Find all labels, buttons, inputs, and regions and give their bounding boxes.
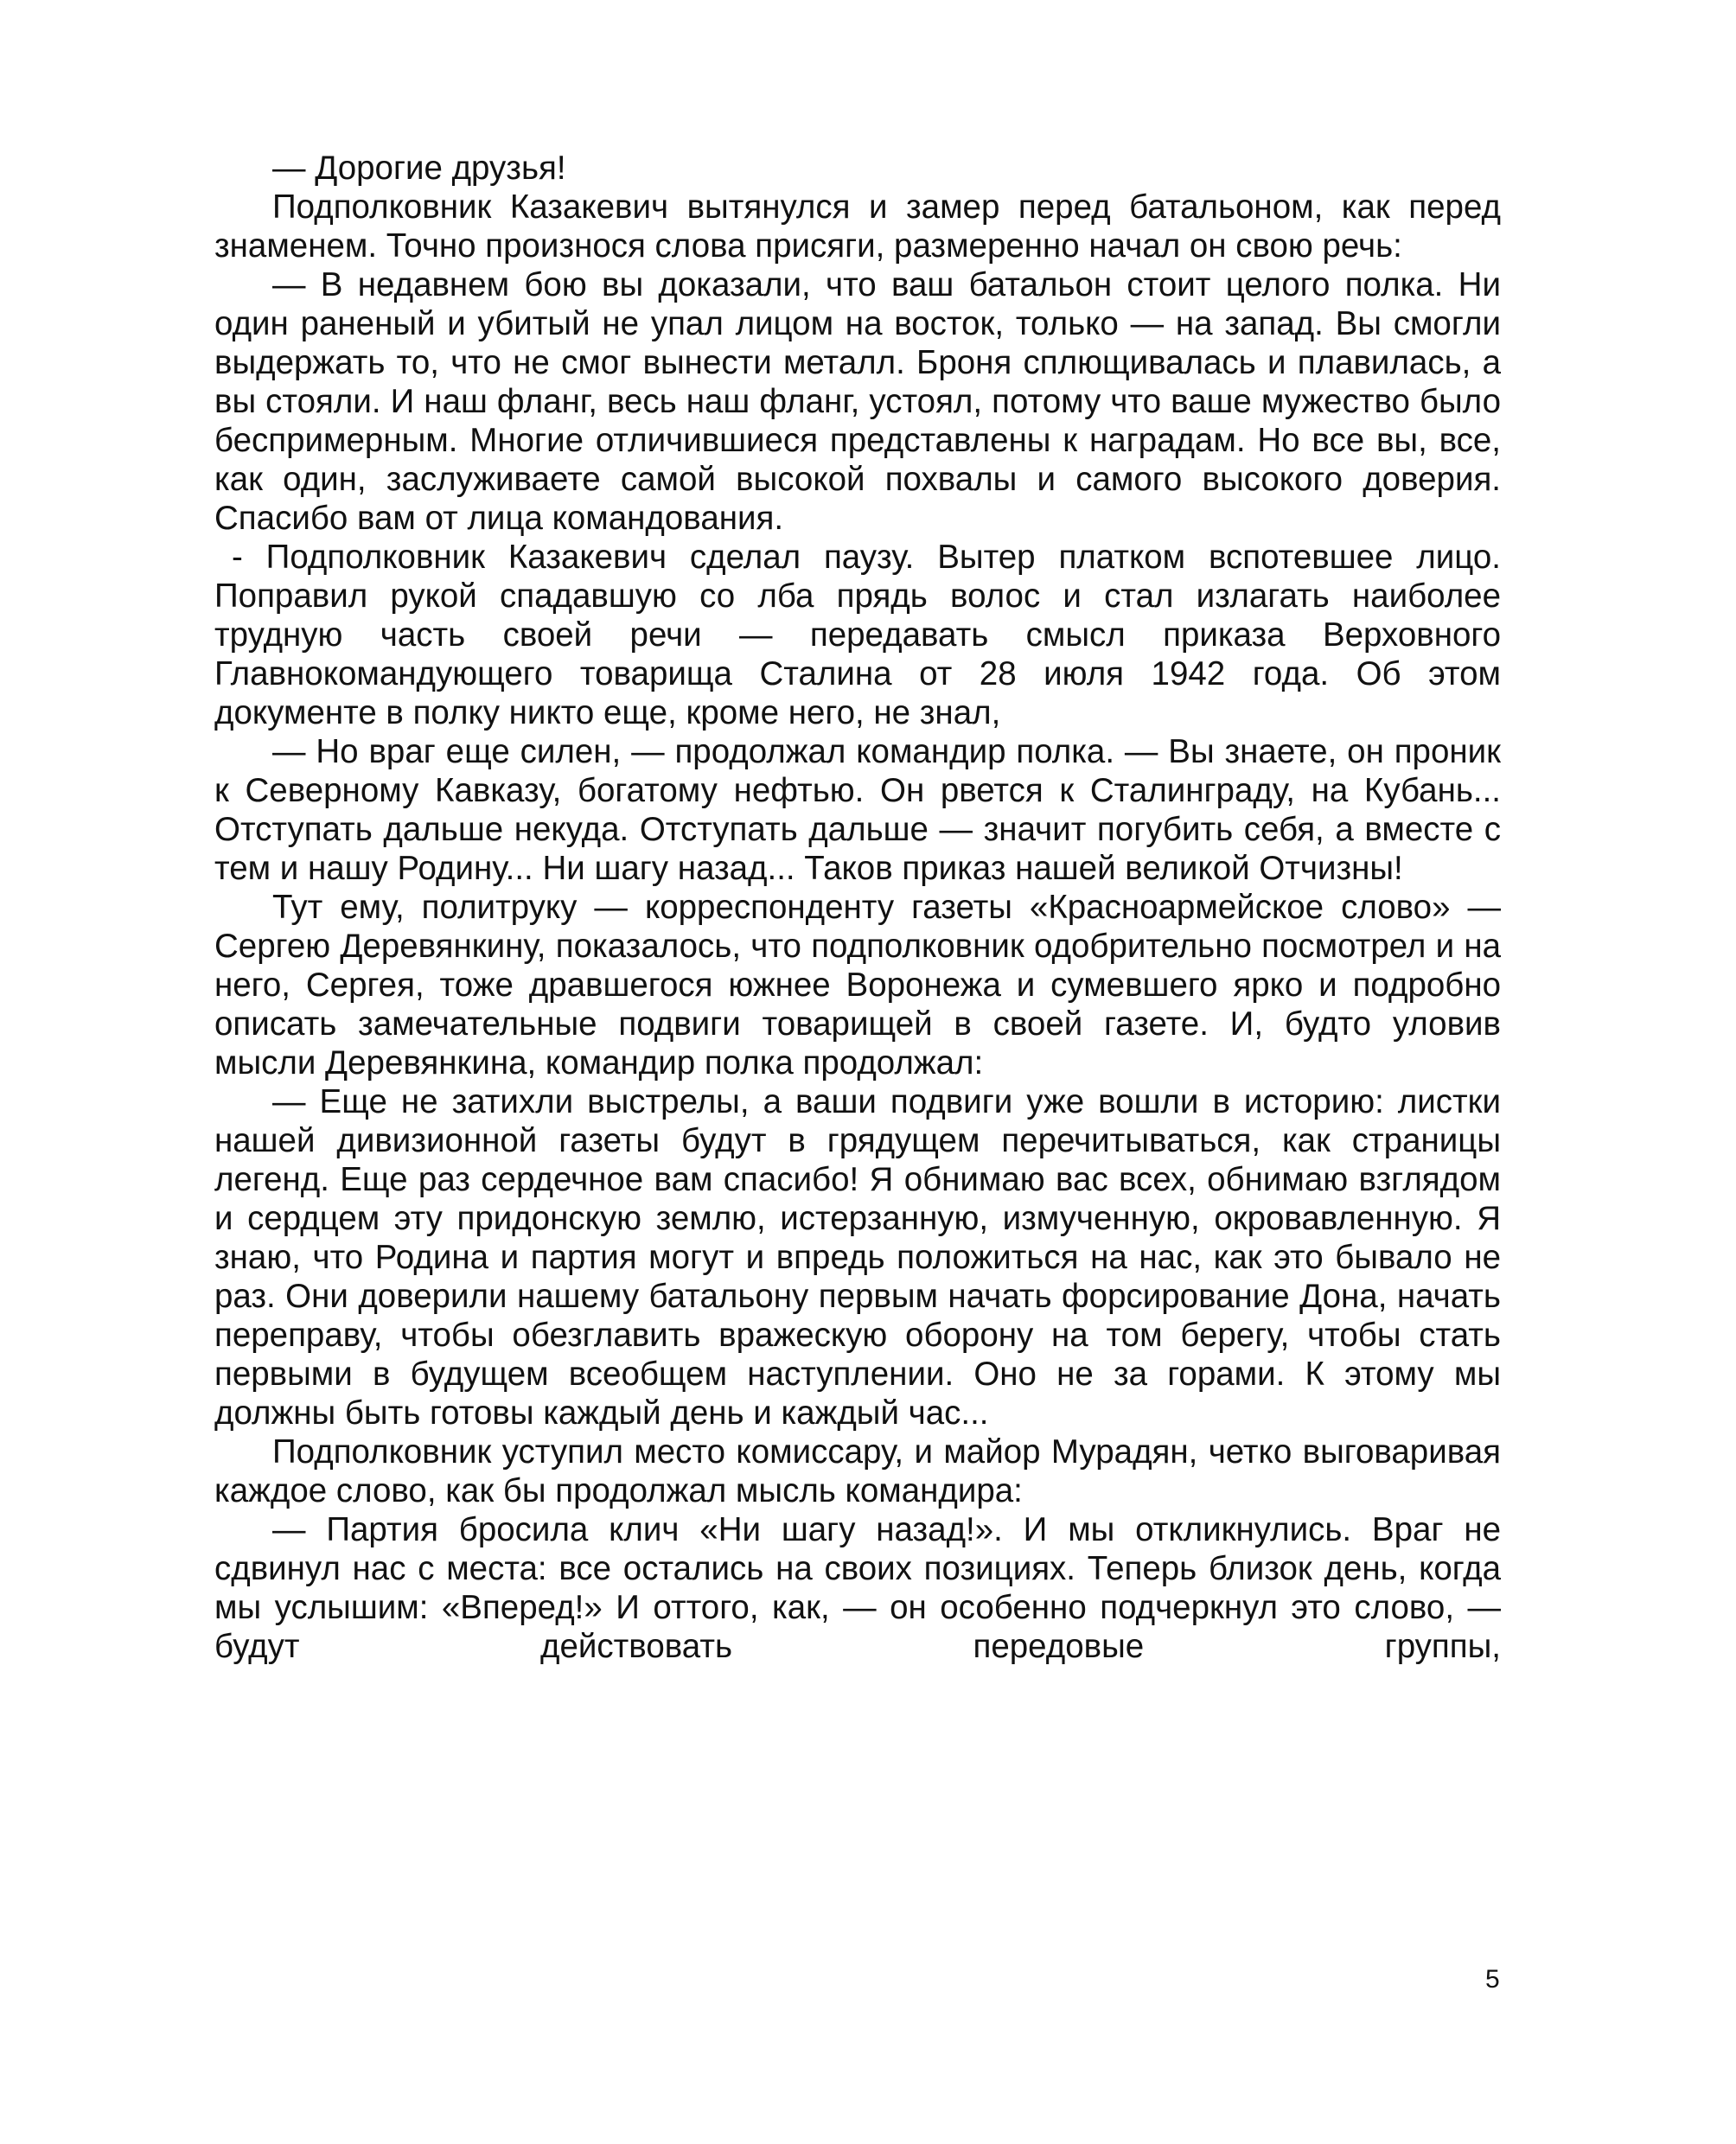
paragraph-narration-speech-start: Подполковник Казакевич вытянулся и замер перед батальоном, как перед знаменем. Точно произнося слова присяги, размеренно начал он свою речь:: [214, 188, 1501, 265]
paragraph-commander-speech-2: — Но враг еще силен, — продолжал командир полка. — Вы знаете, он проник к Северному Кавказу, богатому нефтью. Он рвется к Сталинграду, на Кубань... Отступать дальше некуда. Отступать дальше — значит погубить себя, а вместе с тем и нашу Родину... Ни шагу назад... Таков приказ нашей великой Отчизны!: [214, 733, 1501, 887]
paragraph-greeting: — Дорогие друзья!: [272, 150, 566, 187]
paragraph-commissar-speech: — Партия бросила клич «Ни шагу назад!». И мы откликнулись. Враг не сдвинул нас с места: все остались на своих позициях. Теперь близок день, когда мы услышим: «Вперед!» И оттого, как, — он особенно подчеркнул это слово, — будут действовать передовые группы,: [214, 1511, 1501, 1665]
paragraph-commander-speech-1: — В недавнем бою вы доказали, что ваш батальон стоит целого полка. Ни один раненый и убитый не упал лицом на восток, только — на запад. Вы смогли выдержать то, что не смог вынести металл. Броня сплющивалась и плавилась, а вы стояли. И наш фланг, весь наш фланг, устоял, потому что ваше мужество было беспримерным. Многие отличившиеся представлены к наградам. Но все вы, все, как один, заслуживаете самой высокой похвалы и самого высокого доверия. Спасибо вам от лица командования.: [214, 266, 1501, 537]
paragraph-commander-speech-3: — Еще не затихли выстрелы, а ваши подвиги уже вошли в историю: листки нашей дивизионной газеты будут в грядущем перечитываться, как страницы легенд. Еще раз сердечное вам спасибо! Я обнимаю вас всех, обнимаю взглядом и сердцем эту придонскую землю, истерзанную, измученную, окровавленную. Я знаю, что Родина и партия могут и впредь положиться на нас, как это бывало не раз. Они доверили нашему батальону первым начать форсирование Дона, начать переправу, чтобы обезглавить вражескую оборону на том берегу, чтобы стать первыми в будущем всеобщем наступлении. Оно не за горами. К этому мы должны быть готовы каждый день и каждый час...: [214, 1083, 1501, 1432]
paragraph-narration-pause: - Подполковник Казакевич сделал паузу. Вытер платком вспотевшее лицо. Поправил рукой спадавшую со лба прядь волос и стал излагать наиболее трудную часть своей речи — передавать смысл приказа Верховного Главнокомандующего товарища Сталина от 28 июля 1942 года. Об этом документе в полку никто еще, кроме него, не знал,: [214, 539, 1501, 731]
paragraph-narration-commissar: Подполковник уступил место комиссару, и майор Мурадян, четко выговаривая каждое слово, как бы продолжал мысль командира:: [214, 1433, 1501, 1509]
page-body: [214, 149, 1501, 1666]
page-number: 5: [1485, 1965, 1500, 1994]
paragraph-narration-derevyankin: Тут ему, политруку — корреспонденту газеты «Красноармейское слово» — Сергею Деревянкину, показалось, что подполковник одобрительно посмотрел и на него, Сергея, тоже дравшегося южнее Воронежа и сумевшего ярко и подробно описать замечательные подвиги товарищей в своей газете. И, будто уловив мысли Деревянкина, командир полка продолжал:: [214, 889, 1501, 1082]
